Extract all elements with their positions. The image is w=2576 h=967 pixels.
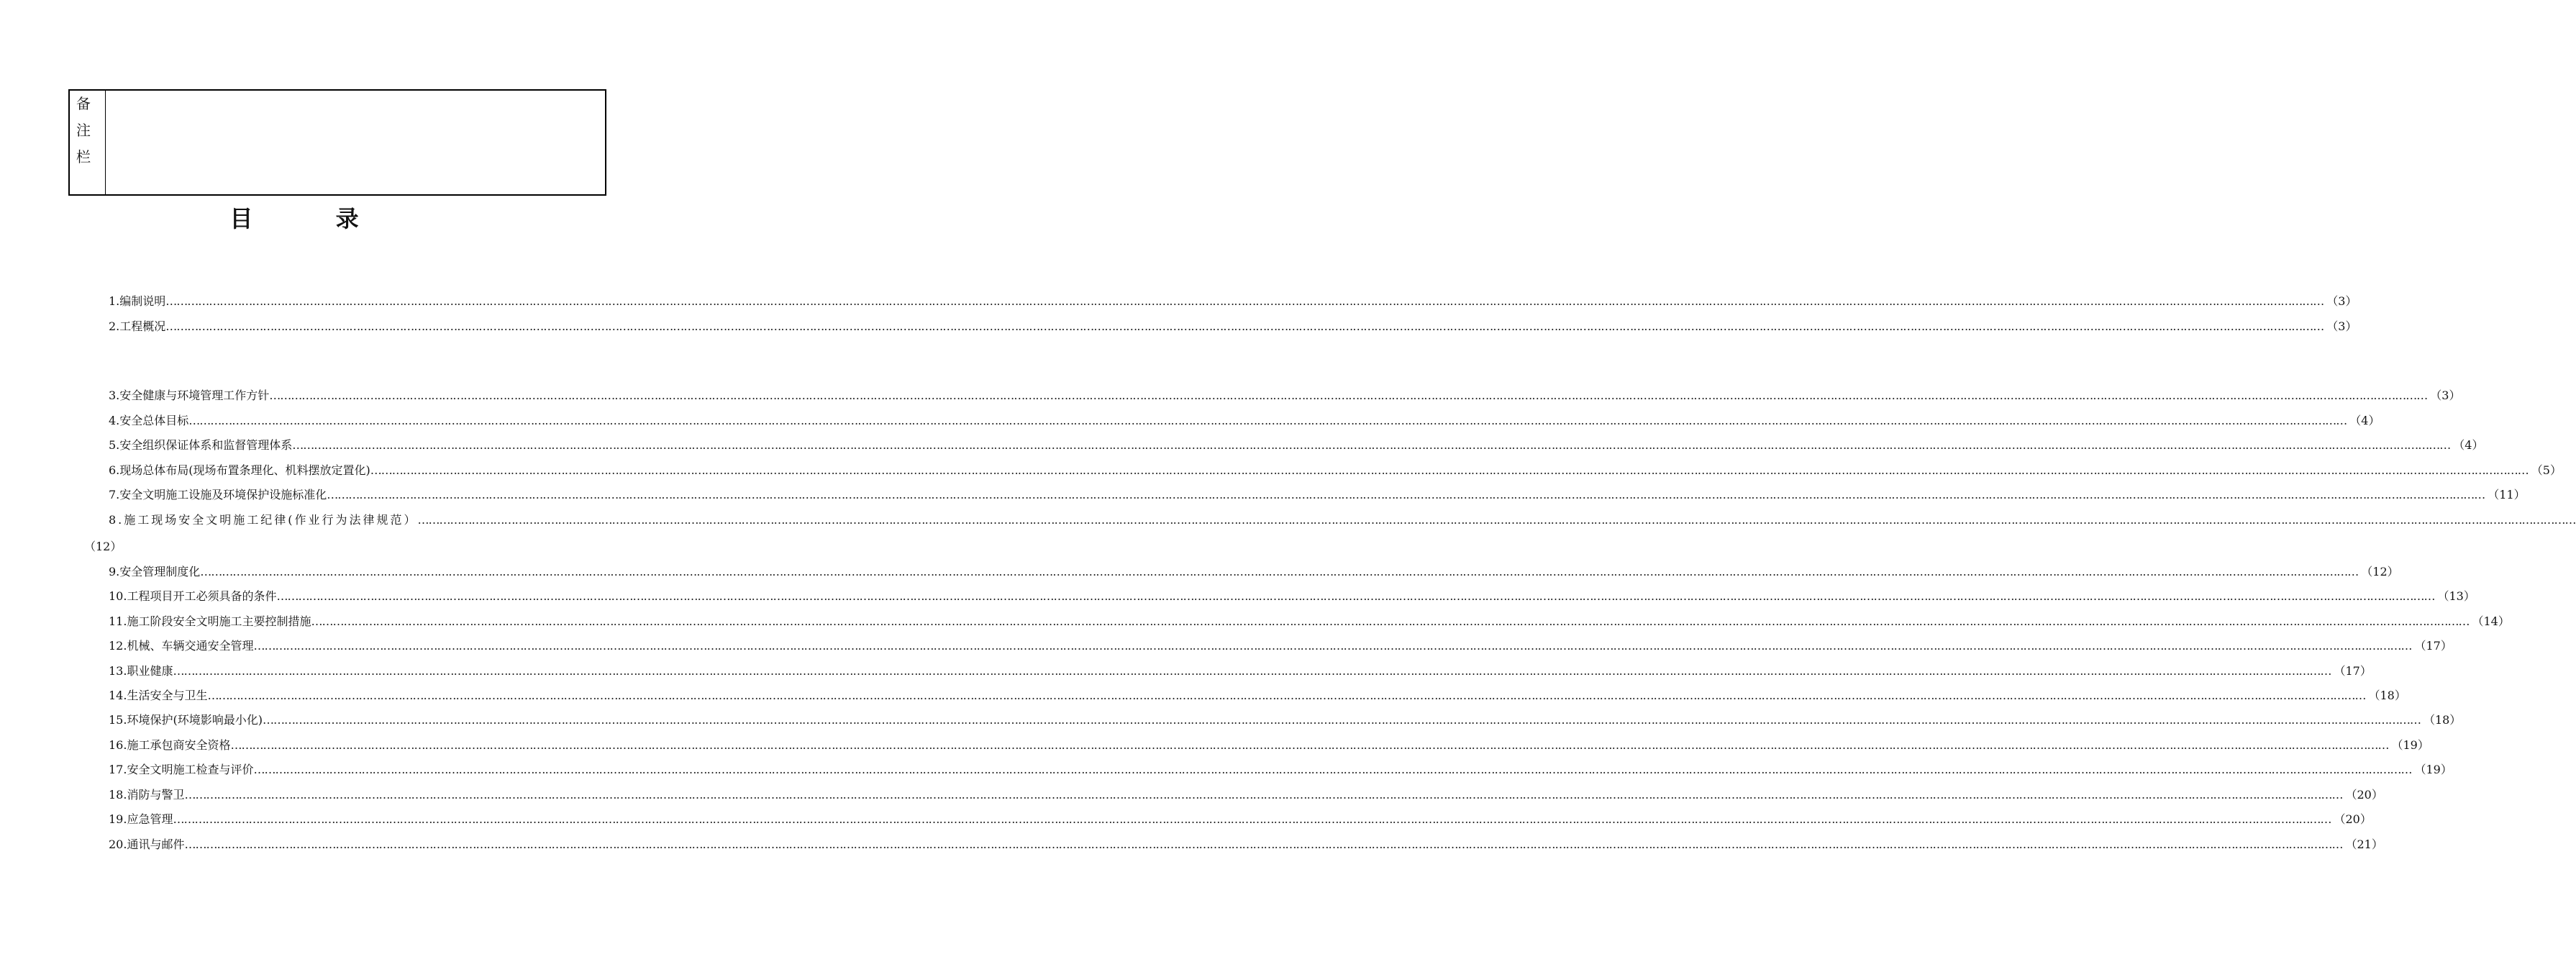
toc-leader-dots: …………………………………………………………………………………………………………………………………………………………………………………………………………………………………………………………………………………………………………………………………………………………………………………………………………………………………………………………………………………………………………………………………………………… bbox=[253, 639, 2412, 653]
toc-entry-18[interactable] bbox=[109, 786, 2383, 804]
toc-page-number: （3） bbox=[2326, 294, 2357, 308]
toc-page-number: （12） bbox=[84, 540, 122, 553]
toc-entry-4[interactable] bbox=[109, 412, 2380, 430]
remarks-label-char: 备 bbox=[76, 95, 91, 112]
toc-entry-text: 6.现场总体布局(现场布置条理化、机料摆放定置化) bbox=[109, 463, 370, 477]
toc-entry-text: 7.安全文明施工设施及环境保护设施标准化 bbox=[109, 488, 327, 501]
toc-page-number: （20） bbox=[2345, 788, 2383, 802]
toc-page-number: （17） bbox=[2334, 664, 2372, 678]
toc-entry-text: 13.职业健康 bbox=[109, 664, 173, 678]
toc-entry-19[interactable] bbox=[109, 811, 2372, 828]
toc-leader-dots: …………………………………………………………………………………………………………………………………………………………………………………………………………………………………………………………………………………………………………………………………………………………………………………………………………………………………………………………………………………………………………………………………………………… bbox=[253, 763, 2412, 776]
toc-page-number: （19） bbox=[2391, 738, 2429, 752]
toc-leader-dots: …………………………………………………………………………………………………………………………………………………………………………………………………………………………………………………………………………………………………………………………………………………………………………………………………………………………………………………………………………………………………………………………………………………… bbox=[269, 389, 2428, 402]
toc-page-number: （19） bbox=[2414, 763, 2452, 776]
toc-entry-15[interactable] bbox=[109, 712, 2462, 729]
remarks-label-char: 栏 bbox=[76, 148, 91, 165]
toc-entry-text: 4.安全总体目标 bbox=[109, 414, 189, 427]
toc-entry-5[interactable] bbox=[109, 437, 2484, 454]
toc-entry-text: 18.消防与警卫 bbox=[109, 788, 185, 802]
toc-entry-9[interactable] bbox=[109, 563, 2399, 581]
toc-leader-dots: …………………………………………………………………………………………………………………………………………………………………………………………………………………………………………………………………………………………………………………………………………………………………………………………………………………………………………………………………………………………………………………………………………………… bbox=[173, 812, 2331, 826]
remarks-label bbox=[70, 91, 106, 194]
toc-entry-text: 17.安全文明施工检查与评价 bbox=[109, 763, 254, 776]
toc-leader-dots: …………………………………………………………………………………………………………………………………………………………………………………………………………………………………………………………………………………………………………………………………………………………………………………………………………………………………………………………………………………………………………………………………………………… bbox=[165, 294, 2324, 308]
toc-entry-6[interactable] bbox=[109, 462, 2562, 479]
toc-leader-dots: …………………………………………………………………………………………………………………………………………………………………………………………………………………………………………………………………………………………………………………………………………………………………………………………………………………………………………………………………………………………………………………………………………………… bbox=[184, 788, 2343, 802]
toc-entry-16[interactable] bbox=[109, 737, 2429, 754]
toc-page-number: （3） bbox=[2430, 389, 2461, 402]
toc-page-number: （13） bbox=[2437, 589, 2475, 603]
toc-leader-dots: …………………………………………………………………………………………………………………………………………………………………………………………………………………………………………………………………………………………………………………………………………………………………………………………………………………………………………………………………………………………………………………………………………………… bbox=[276, 589, 2435, 603]
toc-entry-text: 12.机械、车辆交通安全管理 bbox=[109, 639, 254, 653]
toc-entry-text: 10.工程项目开工必须具备的条件 bbox=[109, 589, 277, 603]
toc-page-number: （4） bbox=[2349, 414, 2380, 427]
toc-page-number: （21） bbox=[2345, 837, 2383, 851]
table-of-contents-title: 目 录 bbox=[229, 205, 396, 232]
toc-entry-text: 14.生活安全与卫生 bbox=[109, 689, 208, 702]
toc-entry-14[interactable] bbox=[109, 687, 2406, 704]
toc-entry-text: 11.施工阶段安全文明施工主要控制措施 bbox=[109, 614, 311, 628]
toc-page-number: （11） bbox=[2488, 488, 2526, 501]
toc-leader-dots: …………………………………………………………………………………………………………………………………………………………………………………………………………………………………………………………………………………………………………………………………………………………………………………………………………………………………………………………………………………………………………………………………………………… bbox=[327, 488, 2485, 501]
toc-page-number: （12） bbox=[2361, 565, 2399, 578]
toc-page-number: （3） bbox=[2326, 319, 2357, 333]
toc-entry-8[interactable] bbox=[109, 512, 2576, 529]
toc-entry-2[interactable] bbox=[109, 318, 2357, 335]
toc-leader-dots: …………………………………………………………………………………………………………………………………………………………………………………………………………………………………………………………………………………………………………………………………………………………………………………………………………………………………………………………………………………………………………………………………………………… bbox=[200, 565, 2359, 578]
toc-leader-dots: …………………………………………………………………………………………………………………………………………………………………………………………………………………………………………………………………………………………………………………………………………………………………………………………………………………………………………………………………………………………………………………………………………………… bbox=[417, 513, 2576, 527]
toc-entry-text: 3.安全健康与环境管理工作方针 bbox=[109, 389, 270, 402]
toc-leader-dots: …………………………………………………………………………………………………………………………………………………………………………………………………………………………………………………………………………………………………………………………………………………………………………………………………………………………………………………………………………………………………………………………………………………… bbox=[207, 689, 2366, 702]
remarks-label-char: 注 bbox=[76, 122, 91, 139]
toc-page-number: （4） bbox=[2453, 438, 2484, 452]
toc-leader-dots: …………………………………………………………………………………………………………………………………………………………………………………………………………………………………………………………………………………………………………………………………………………………………………………………………………………………………………………………………………………………………………………………………………………… bbox=[292, 438, 2451, 452]
remarks-box bbox=[68, 89, 606, 196]
toc-page-number: （17） bbox=[2414, 639, 2452, 653]
toc-entry-text: 15.环境保护(环境影响最小化) bbox=[109, 713, 263, 727]
toc-entry-text: 16.施工承包商安全资格 bbox=[109, 738, 231, 752]
toc-page-number: （5） bbox=[2531, 463, 2562, 477]
toc-leader-dots: …………………………………………………………………………………………………………………………………………………………………………………………………………………………………………………………………………………………………………………………………………………………………………………………………………………………………………………………………………………………………………………………………………………… bbox=[262, 713, 2421, 727]
toc-leader-dots: …………………………………………………………………………………………………………………………………………………………………………………………………………………………………………………………………………………………………………………………………………………………………………………………………………………………………………………………………………………………………………………………………………………… bbox=[188, 414, 2347, 427]
toc-leader-dots: …………………………………………………………………………………………………………………………………………………………………………………………………………………………………………………………………………………………………………………………………………………………………………………………………………………………………………………………………………………………………………………………………………………… bbox=[173, 664, 2331, 678]
toc-entry-20[interactable] bbox=[109, 836, 2383, 853]
toc-leader-dots: …………………………………………………………………………………………………………………………………………………………………………………………………………………………………………………………………………………………………………………………………………………………………………………………………………………………………………………………………………………………………………………………………………………… bbox=[370, 463, 2529, 477]
toc-entry-13[interactable] bbox=[109, 663, 2372, 680]
toc-entry-text: 5.安全组织保证体系和监督管理体系 bbox=[109, 438, 293, 452]
toc-page-number: （14） bbox=[2472, 614, 2510, 628]
toc-entry-12[interactable] bbox=[109, 637, 2452, 655]
toc-entry-text: 9.安全管理制度化 bbox=[109, 565, 201, 578]
toc-entry-11[interactable] bbox=[109, 613, 2510, 630]
toc-entry-1[interactable] bbox=[109, 293, 2357, 310]
toc-entry-text: 20.通讯与邮件 bbox=[109, 837, 185, 851]
toc-page-number: （18） bbox=[2368, 689, 2406, 702]
remarks-content-area bbox=[106, 91, 605, 194]
toc-entry-text: 19.应急管理 bbox=[109, 812, 173, 826]
toc-entry-3[interactable] bbox=[109, 387, 2461, 404]
toc-entry-17[interactable] bbox=[109, 761, 2452, 778]
toc-page-number: （20） bbox=[2334, 812, 2372, 826]
toc-entry-text: 2.工程概况 bbox=[109, 319, 166, 333]
toc-entry-10[interactable] bbox=[109, 588, 2475, 605]
toc-leader-dots: …………………………………………………………………………………………………………………………………………………………………………………………………………………………………………………………………………………………………………………………………………………………………………………………………………………………………………………………………………………………………………………………………………………… bbox=[230, 738, 2389, 752]
toc-leader-dots: …………………………………………………………………………………………………………………………………………………………………………………………………………………………………………………………………………………………………………………………………………………………………………………………………………………………………………………………………………………………………………………………………………………… bbox=[165, 319, 2324, 333]
toc-leader-dots: …………………………………………………………………………………………………………………………………………………………………………………………………………………………………………………………………………………………………………………………………………………………………………………………………………………………………………………………………………………………………………………………………………………… bbox=[184, 837, 2343, 851]
toc-entry-text: 8.施工现场安全文明施工纪律(作业行为法律规范） bbox=[109, 513, 418, 527]
toc-page-number: （18） bbox=[2423, 713, 2462, 727]
toc-entry-text: 1.编制说明 bbox=[109, 294, 166, 308]
toc-entry-7[interactable] bbox=[109, 486, 2526, 504]
toc-leader-dots: …………………………………………………………………………………………………………………………………………………………………………………………………………………………………………………………………………………………………………………………………………………………………………………………………………………………………………………………………………………………………………………………………………………… bbox=[311, 614, 2470, 628]
